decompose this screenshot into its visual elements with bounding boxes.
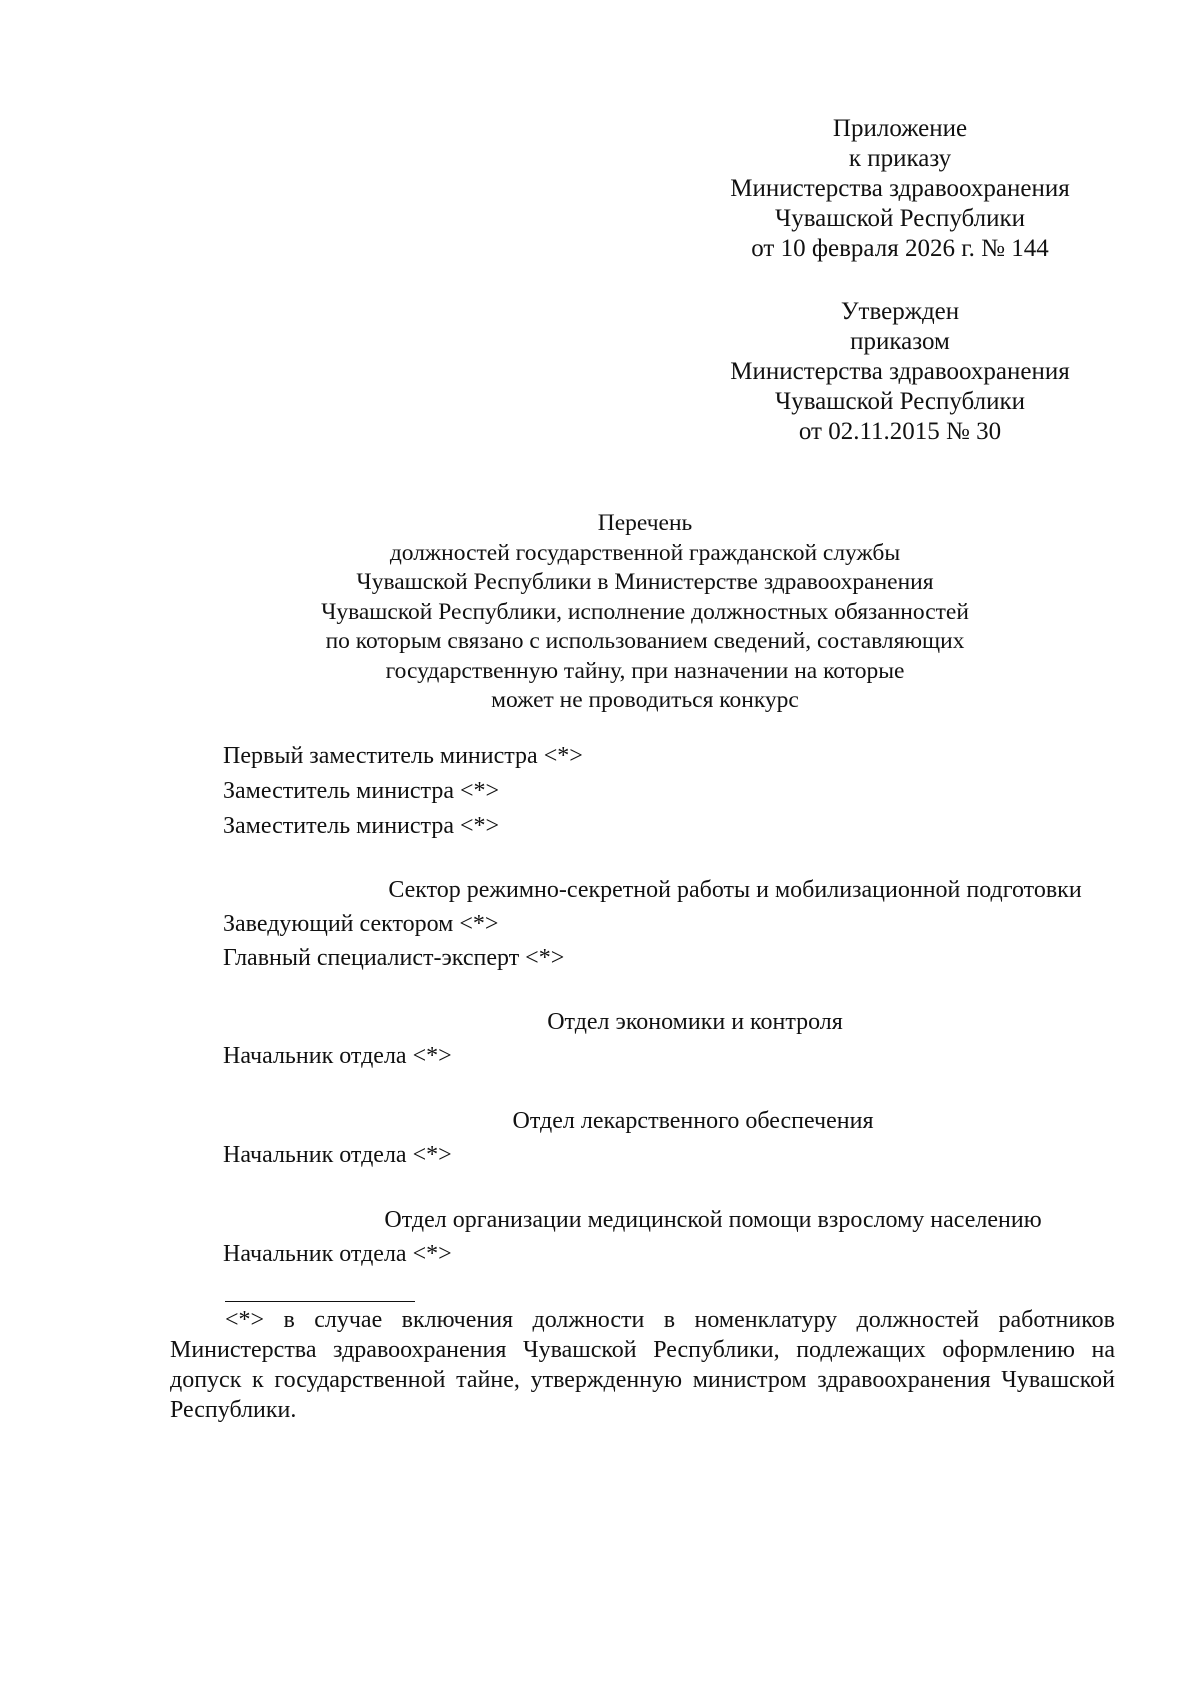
department-position: Заведующий сектором <*> <box>223 911 499 937</box>
appendix-line: Министерства здравоохранения <box>730 175 1070 202</box>
title-line: по которым связано с использованием сведений, составляющих <box>325 628 965 654</box>
position-first-deputy: Первый заместитель министра <*> <box>223 743 583 769</box>
appendix-line: Чувашской Республики <box>774 205 1026 232</box>
footnote: <*> в случае включения должности в номенклатуру должностей работников Министерства здравоохранения Чувашской Республики, подлежащих оформлению на допуск к государственной тайне, утвержденную министром здравоохранения Чувашской Республики. <box>170 1307 1115 1423</box>
title-line: государственную тайну, при назначении на которые <box>385 657 905 684</box>
title-line: Перечень <box>597 510 693 536</box>
approved-line: Министерства здравоохранения <box>730 358 1070 385</box>
title-line: Чувашской Республики в Министерстве здравоохранения <box>356 569 934 595</box>
department-position: Начальник отдела <*> <box>223 1241 452 1267</box>
approved-line: от 02.11.2015 № 30 <box>798 418 1002 445</box>
department-title: Отдел организации медицинской помощи взрослому населению <box>384 1207 1042 1233</box>
approved-line: приказом <box>850 328 950 355</box>
department-position: Начальник отдела <*> <box>223 1142 452 1168</box>
department-title: Сектор режимно-секретной работы и мобилизационной подготовки <box>388 877 1082 903</box>
appendix-line: Приложение <box>832 115 968 142</box>
position-deputy: Заместитель министра <*> <box>223 778 500 804</box>
title-line: может не проводиться конкурс <box>491 687 799 713</box>
department-position: Главный специалист-эксперт <*> <box>223 945 565 971</box>
document-title <box>260 509 1030 716</box>
department-title: Отдел лекарственного обеспечения <box>512 1108 874 1134</box>
approved-line: Утвержден <box>840 298 960 325</box>
footnote-divider <box>225 1301 415 1302</box>
title-line: должностей государственной гражданской службы <box>389 539 901 566</box>
approved-line: Чувашской Республики <box>774 388 1026 415</box>
position-deputy: Заместитель министра <*> <box>223 813 500 839</box>
appendix-line: к приказу <box>848 145 952 172</box>
department-title: Отдел экономики и контроля <box>547 1009 843 1035</box>
appendix-header <box>700 114 1100 264</box>
approved-header <box>700 297 1100 447</box>
appendix-line: от 10 февраля 2026 г. № 144 <box>751 235 1049 262</box>
department-position: Начальник отдела <*> <box>223 1043 452 1069</box>
title-line: Чувашской Республики, исполнение должностных обязанностей <box>321 598 969 625</box>
